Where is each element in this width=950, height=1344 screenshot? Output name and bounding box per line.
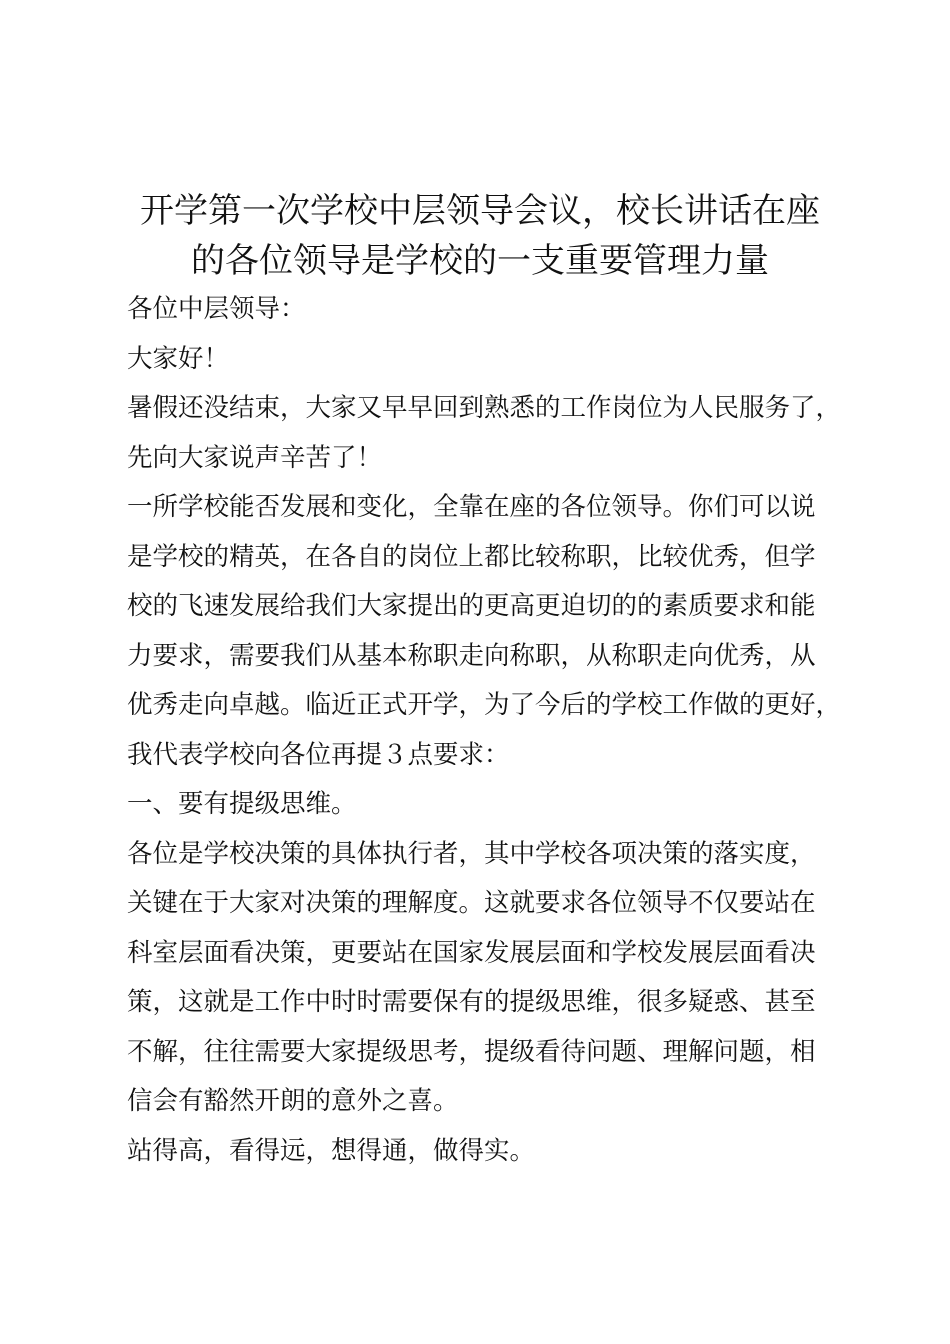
paragraph-line: 各位是学校决策的具体执行者，其中学校各项决策的落实度， [127, 838, 816, 869]
paragraph-line: 科室层面看决策，更要站在国家发展层面和学校发展层面看决 [127, 937, 816, 968]
salutation: 各位中层领导： [127, 294, 306, 324]
document-body [127, 285, 857, 1176]
title-line-2: 的各位领导是学校的一支重要管理力量 [191, 241, 769, 281]
paragraph-line: 信会有豁然开朗的意外之喜。 [127, 1086, 459, 1116]
paragraph-line: 优秀走向卓越。临近正式开学，为了今后的学校工作做的更好， [127, 690, 842, 720]
paragraph-line: 力要求，需要我们从基本称职走向称职，从称职走向优秀，从 [127, 640, 816, 671]
paragraph-line: 不解，往往需要大家提级思考，提级看待问题、理解问题，相 [127, 1036, 816, 1067]
paragraph-line: 是学校的精英，在各自的岗位上都比较称职，比较优秀，但学 [127, 541, 816, 572]
paragraph-line: 我代表学校向各位再提３点要求： [127, 739, 510, 770]
paragraph-line: 策，这就是工作中时时需要保有的提级思维，很多疑惑、甚至 [127, 987, 816, 1017]
section-heading: 一、要有提级思维。 [127, 789, 357, 819]
paragraph-line: 站得高，看得远，想得通，做得实。 [127, 1135, 536, 1166]
greeting: 大家好！ [127, 343, 230, 374]
title-line-1: 开学第一次学校中层领导会议，校长讲话在座 [140, 191, 820, 231]
paragraph-line: 关键在于大家对决策的理解度。这就要求各位领导不仅要站在 [127, 888, 816, 918]
document-title [110, 186, 850, 286]
paragraph-line: 校的飞速发展给我们大家提出的更高更迫切的的素质要求和能 [127, 591, 816, 621]
paragraph-line: 先向大家说声辛苦了！ [127, 442, 383, 473]
paragraph-line: 暑假还没结束，大家又早早回到熟悉的工作岗位为人民服务了， [127, 393, 842, 423]
paragraph-line: 一所学校能否发展和变化，全靠在座的各位领导。你们可以说 [127, 492, 816, 522]
